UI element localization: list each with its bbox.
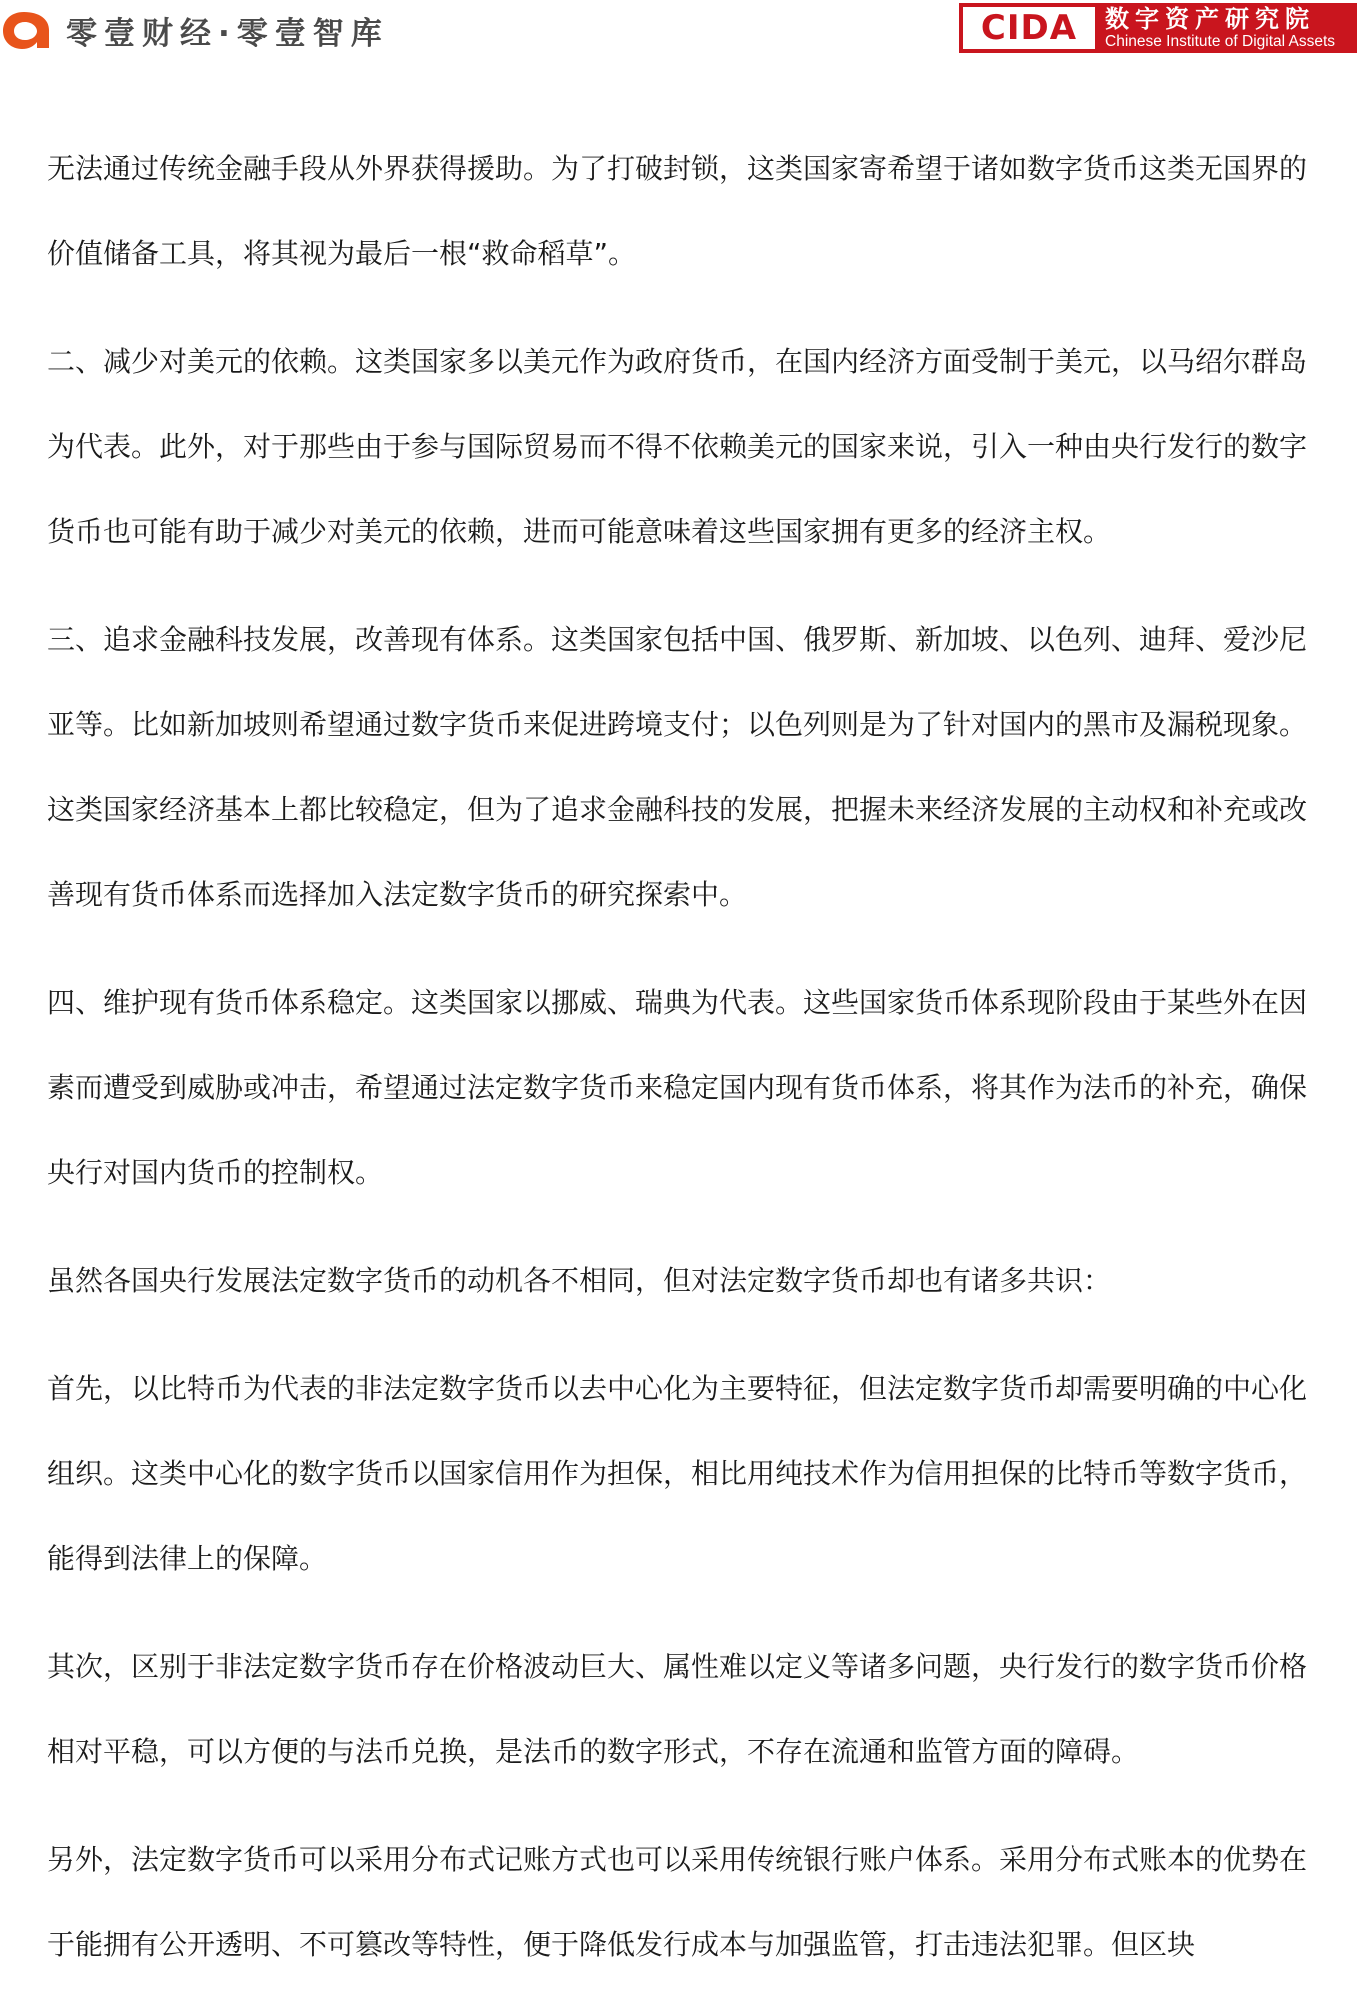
document-body (47, 126, 1307, 2010)
paragraph: 无法通过传统金融手段从外界获得援助。为了打破封锁，这类国家寄希望于诸如数字货币这类无国界的价值储备工具，将其视为最后一根“救命稻草”。 (47, 152, 1308, 270)
paragraph: 三、追求金融科技发展，改善现有体系。这类国家包括中国、俄罗斯、新加坡、以色列、迪拜、爱沙尼亚等。比如新加坡则希望通过数字货币来促进跨境支付；以色列则是为了针对国内的黑市及漏税现象。这类国家经济基本上都比较稳定，但为了追求金融科技的发展，把握未来经济发展的主动权和补充或改善现有货币体系而选择加入法定数字货币的研究探索中。 (47, 623, 1308, 911)
paragraph: 首先，以比特币为代表的非法定数字货币以去中心化为主要特征，但法定数字货币却需要明确的中心化组织。这类中心化的数字货币以国家信用作为担保，相比用纯技术作为信用担保的比特币等数字货币，能得到法律上的保障。 (47, 1372, 1308, 1575)
cida-logo-mark: CIDA (963, 7, 1095, 49)
cida-text-block (1095, 3, 1357, 53)
a-logo-icon (0, 8, 52, 52)
brand-left-text: 零壹财经·零壹智库 (66, 15, 389, 52)
paragraph: 其次，区别于非法定数字货币存在价格波动巨大、属性难以定义等诸多问题，央行发行的数字货币价格相对平稳，可以方便的与法币兑换，是法币的数字形式，不存在流通和监管方面的障碍。 (47, 1650, 1308, 1768)
paragraph: 另外，法定数字货币可以采用分布式记账方式也可以采用传统银行账户体系。采用分布式账本的优势在于能拥有公开透明、不可篡改等特性，便于降低发行成本与加强监管，打击违法犯罪。但区块 (47, 1843, 1308, 1961)
paragraph: 四、维护现有货币体系稳定。这类国家以挪威、瑞典为代表。这些国家货币体系现阶段由于某些外在因素而遭受到威胁或冲击，希望通过法定数字货币来稳定国内现有货币体系，将其作为法币的补充，确保央行对国内货币的控制权。 (47, 986, 1308, 1189)
cida-chinese-name: 数字资产研究院 (1105, 5, 1315, 33)
paragraph: 二、减少对美元的依赖。这类国家多以美元作为政府货币，在国内经济方面受制于美元，以马绍尔群岛为代表。此外，对于那些由于参与国际贸易而不得不依赖美元的国家来说，引入一种由央行发行的数字货币也可能有助于减少对美元的依赖，进而可能意味着这些国家拥有更多的经济主权。 (47, 345, 1308, 548)
paragraph: 虽然各国央行发展法定数字货币的动机各不相同，但对法定数字货币却也有诸多共识： (47, 1264, 1112, 1297)
brand-left (0, 8, 389, 52)
cida-english-name: Chinese Institute of Digital Assets (1105, 33, 1336, 50)
page-header (0, 0, 1361, 60)
cida-brand (959, 3, 1357, 53)
